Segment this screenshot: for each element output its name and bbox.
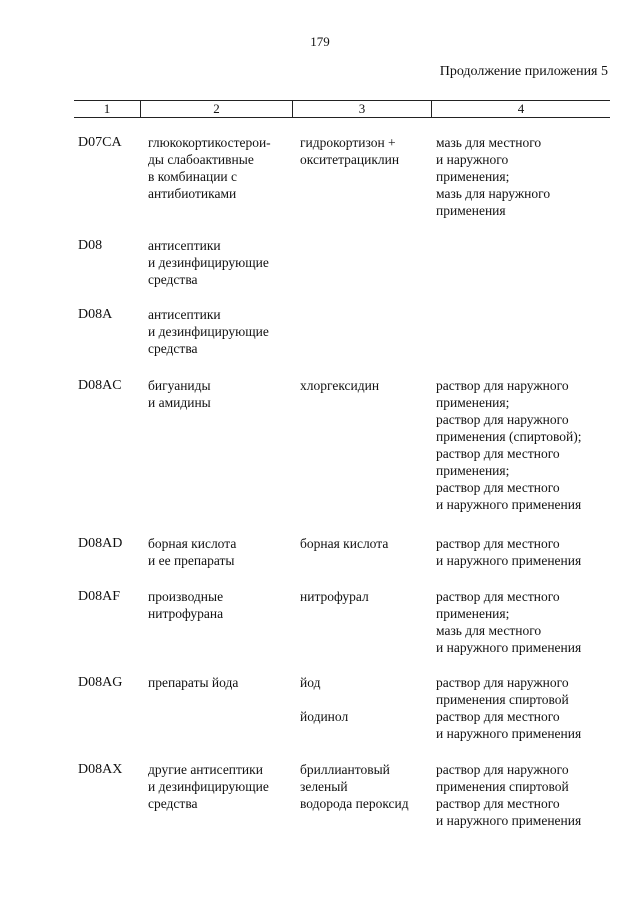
drug-name-line: зеленый: [300, 779, 348, 794]
pharmacological-group-line: антибиотиками: [148, 186, 237, 201]
dosage-forms-line: раствор для наружного: [436, 412, 569, 427]
atc-code: D08AG: [78, 675, 123, 690]
line-spacer: [300, 691, 436, 708]
dosage-forms-line: применения (спиртовой);: [436, 429, 582, 444]
dosage-forms-line: мазь для наружного: [436, 186, 551, 201]
dosage-forms-line: раствор для наружного: [436, 675, 569, 690]
dosage-forms-line: раствор для местного: [436, 796, 560, 811]
column-header-1: 1: [103, 101, 111, 116]
pharmacological-group-line: и амидины: [148, 395, 211, 410]
drug-name: [300, 761, 436, 812]
drug-name: [300, 377, 436, 394]
drug-name-line: хлоргексидин: [300, 378, 380, 393]
dosage-forms-line: применения спиртовой: [436, 779, 569, 794]
pharmacological-group-line: бигуаниды: [148, 378, 211, 393]
dosage-forms-line: и наружного: [436, 152, 509, 167]
dosage-forms-line: раствор для местного: [436, 480, 560, 495]
dosage-forms-line: и наружного применения: [436, 726, 582, 741]
atc-code: D08AD: [78, 536, 123, 551]
pharmacological-group-line: антисептики: [148, 307, 221, 322]
pharmacological-group: [148, 377, 298, 411]
dosage-forms: [436, 134, 626, 219]
dosage-forms-line: раствор для наружного: [436, 762, 569, 777]
pharmacological-group-line: в комбинации с: [148, 169, 238, 184]
pharmacological-group-line: средства: [148, 272, 198, 287]
pharmacological-group-line: средства: [148, 796, 198, 811]
drug-name: [300, 588, 436, 605]
dosage-forms-line: раствор для наружного: [436, 378, 569, 393]
drug-name: [300, 134, 436, 168]
continuation-caption: Продолжение приложения 5: [439, 64, 608, 79]
dosage-forms-line: применения;: [436, 169, 510, 184]
pharmacological-group: [148, 134, 298, 202]
dosage-forms-line: и наружного применения: [436, 640, 582, 655]
pharmacological-group-line: и дезинфицирующие: [148, 324, 269, 339]
drug-name-line: йодинол: [300, 709, 349, 724]
drug-name: [300, 674, 436, 725]
pharmacological-group-line: производные: [148, 589, 224, 604]
dosage-forms-line: раствор для местного: [436, 536, 560, 551]
column-header-2: 2: [213, 101, 220, 116]
pharmacological-group-line: препараты йода: [148, 675, 239, 690]
column-header-4: 4: [517, 101, 525, 116]
drug-name-line: окситетрациклин: [300, 152, 400, 167]
dosage-forms-line: применения спиртовой: [436, 692, 569, 707]
dosage-forms-line: раствор для местного: [436, 446, 560, 461]
pharmacological-group-line: ды слабоактивные: [148, 152, 254, 167]
pharmacological-group: [148, 237, 298, 288]
drug-name-line: нитрофурал: [300, 589, 369, 604]
table-header: [74, 100, 610, 118]
atc-code: D08AF: [78, 589, 121, 604]
dosage-forms-line: и наружного применения: [436, 497, 582, 512]
pharmacological-group: [148, 761, 298, 812]
pharmacological-group-line: антисептики: [148, 238, 221, 253]
dosage-forms-line: применения;: [436, 463, 510, 478]
pharmacological-group: [148, 535, 298, 569]
drug-name: [300, 535, 436, 552]
dosage-forms: [436, 761, 626, 829]
dosage-forms: [436, 377, 626, 513]
dosage-forms-line: применения;: [436, 395, 510, 410]
drug-name-line: борная кислота: [300, 536, 389, 551]
pharmacological-group-line: средства: [148, 341, 198, 356]
pharmacological-group-line: и ее препараты: [148, 553, 235, 568]
dosage-forms-line: и наружного применения: [436, 553, 582, 568]
column-header-3: 3: [358, 101, 366, 116]
atc-code: D08AC: [78, 378, 122, 393]
dosage-forms-line: мазь для местного: [436, 135, 542, 150]
dosage-forms: [436, 588, 626, 656]
dosage-forms: [436, 674, 626, 742]
page-number: 179: [310, 34, 330, 49]
dosage-forms-line: мазь для местного: [436, 623, 542, 638]
atc-code: D08AX: [78, 762, 123, 777]
pharmacological-group: [148, 674, 298, 691]
drug-name-line: йод: [300, 675, 321, 690]
atc-code: D07CA: [78, 135, 122, 150]
atc-code: D08: [78, 238, 103, 253]
dosage-forms-line: применения;: [436, 606, 510, 621]
pharmacological-group-line: другие антисептики: [148, 762, 263, 777]
pharmacological-group-line: и дезинфицирующие: [148, 779, 269, 794]
drug-name-line: бриллиантовый: [300, 762, 390, 777]
dosage-forms-line: раствор для местного: [436, 589, 560, 604]
dosage-forms-line: применения: [436, 203, 506, 218]
pharmacological-group-line: борная кислота: [148, 536, 237, 551]
pharmacological-group: [148, 306, 298, 357]
drug-name-line: водорода пероксид: [300, 796, 409, 811]
dosage-forms-line: и наружного применения: [436, 813, 582, 828]
drug-name-line: гидрокортизон +: [300, 135, 396, 150]
pharmacological-group-line: и дезинфицирующие: [148, 255, 269, 270]
pharmacological-group-line: глюкокортикостерои-: [148, 135, 271, 150]
pharmacological-group-line: нитрофурана: [148, 606, 224, 621]
atc-code: D08A: [78, 307, 113, 322]
pharmacological-group: [148, 588, 298, 622]
dosage-forms: [436, 535, 626, 569]
dosage-forms-line: раствор для местного: [436, 709, 560, 724]
